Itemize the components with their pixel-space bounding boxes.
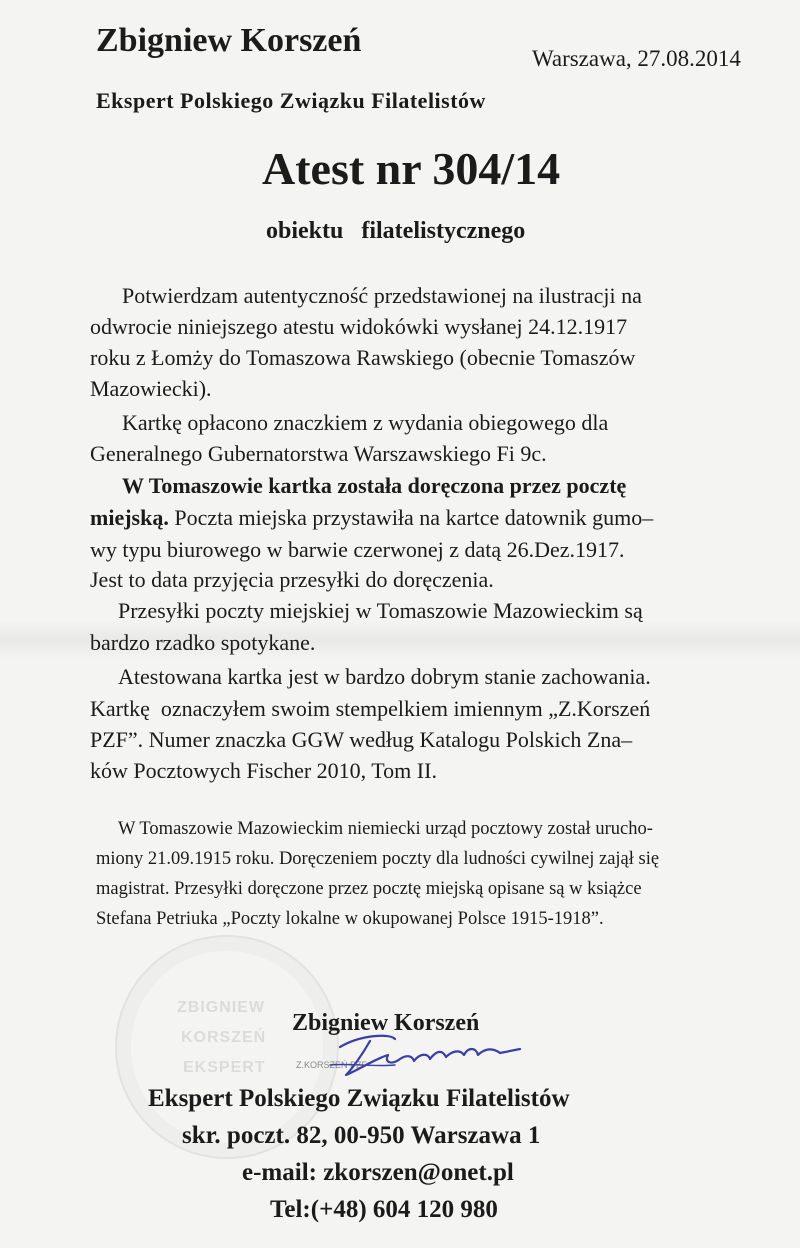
body-line: Kartkę oznaczyłem swoim stempelkiem imiennym „Z.Korszeń xyxy=(90,696,651,721)
body-line: bardzo rzadko spotykane. xyxy=(90,630,316,655)
body-line-mixed xyxy=(90,505,653,531)
body-line-bold: W Tomaszowie kartka została doręczona przez pocztę xyxy=(122,473,627,498)
footer-expert: Ekspert Polskiego Związku Filatelistów xyxy=(148,1085,570,1112)
body-line: PZF”. Numer znaczka GGW według Katalogu Polskich Zna– xyxy=(90,727,633,752)
body-line: ków Pocztowych Fischer 2010, Tom II. xyxy=(90,758,437,783)
stamp-text-3: EKSPERT xyxy=(183,1059,266,1076)
note-line: magistrat. Przesyłki doręczone przez pocztę miejską opisane są w książce xyxy=(96,879,642,899)
body-line: wy typu biurowego w barwie czerwonej z datą 26.Dez.1917. xyxy=(90,537,625,562)
body-line: Atestowana kartka jest w bardzo dobrym stanie zachowania. xyxy=(118,664,651,689)
document-title: Atest nr 304/14 xyxy=(262,143,561,194)
body-line: Kartkę opłacono znaczkiem z wydania obiegowego dla xyxy=(122,410,609,435)
body-line: Przesyłki poczty miejskiej w Tomaszowie Mazowieckim są xyxy=(118,598,643,623)
footer-address: skr. poczt. 82, 00-950 Warszawa 1 xyxy=(182,1122,541,1149)
document-date: Warszawa, 27.08.2014 xyxy=(532,46,741,71)
body-line: Potwierdzam autentyczność przedstawionej na ilustracji na xyxy=(122,283,642,308)
body-line: roku z Łomży do Tomaszowa Rawskiego (obecnie Tomaszów xyxy=(90,345,636,370)
note-line: Stefana Petriuka „Poczty lokalne w okupowanej Polsce 1915-1918”. xyxy=(96,909,604,929)
signature-name: Zbigniew Korszeń xyxy=(292,1010,480,1036)
stamp-text-1: ZBIGNIEW xyxy=(177,999,265,1016)
handwritten-signature xyxy=(300,1025,530,1085)
signature-stamp-label: Z.KORSZEŃ PZF xyxy=(296,1060,368,1070)
body-bold-word: miejską. xyxy=(90,505,169,530)
header-name: Zbigniew Korszeń xyxy=(96,22,362,59)
body-line: odwrocie niniejszego atestu widokówki wysłanej 24.12.1917 xyxy=(90,314,628,339)
header-expert-title: Ekspert Polskiego Związku Filatelistów xyxy=(96,88,486,113)
footer-phone: Tel:(+48) 604 120 980 xyxy=(270,1196,498,1223)
body-line: Mazowiecki). xyxy=(90,376,212,401)
stamp-text-2: KORSZEŃ xyxy=(181,1029,267,1046)
body-continuation: Poczta miejska przystawiła na kartce datownik gumo– xyxy=(168,505,654,530)
footer-email: e-mail: zkorszen@onet.pl xyxy=(242,1159,514,1186)
document-subtitle: obiektu filatelistycznego xyxy=(266,218,526,244)
body-line: Generalnego Gubernatorstwa Warszawskiego Fi 9c. xyxy=(90,441,547,466)
note-line: W Tomaszowie Mazowieckim niemiecki urząd pocztowy został urucho- xyxy=(118,819,653,839)
body-line: Jest to data przyjęcia przesyłki do doręczenia. xyxy=(90,567,494,592)
note-line: miony 21.09.1915 roku. Doręczeniem poczty dla ludności cywilnej zajął się xyxy=(96,849,660,869)
